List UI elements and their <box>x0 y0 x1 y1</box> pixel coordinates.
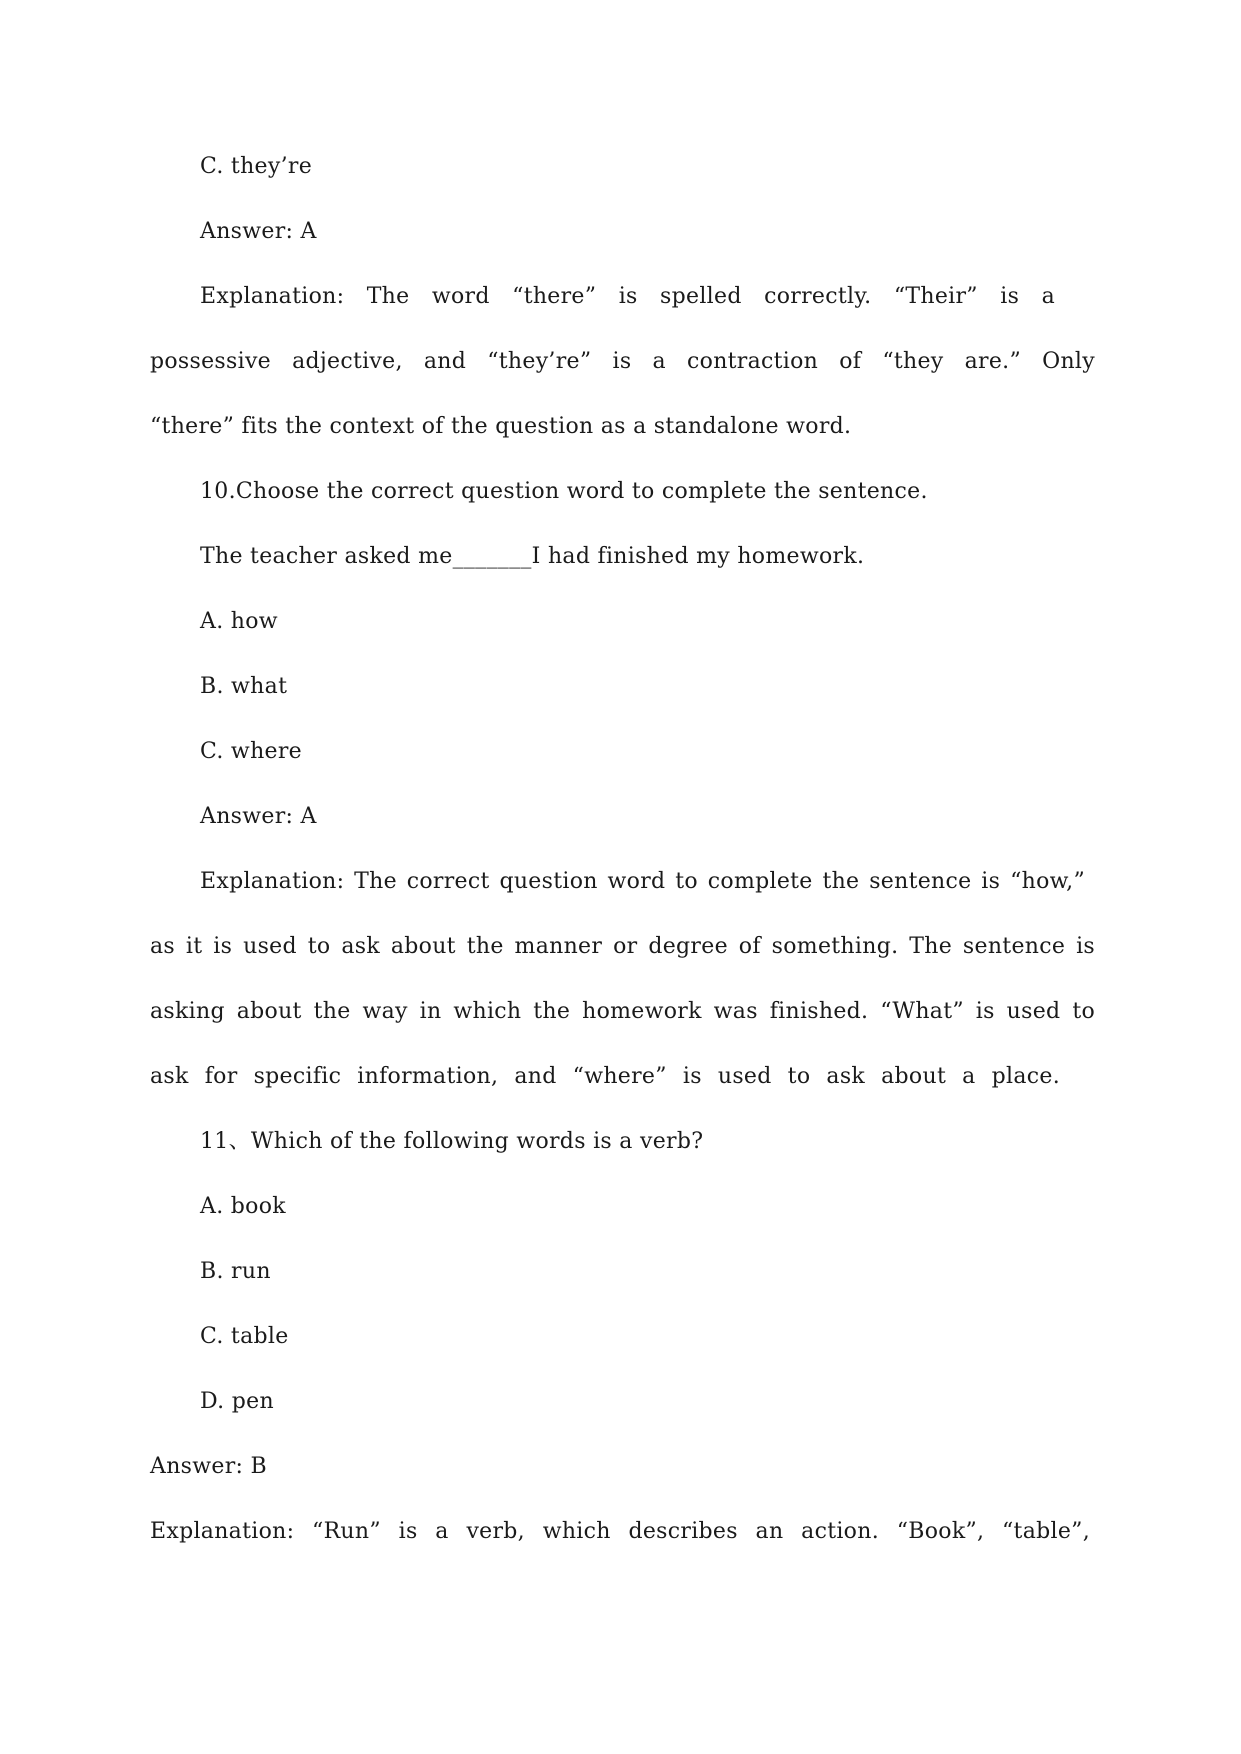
q11-option-c: C. table <box>200 1324 289 1349</box>
q11-option-d: D. pen <box>200 1389 274 1414</box>
q10-option-c: C. where <box>200 739 302 764</box>
q11-option-a: A. book <box>200 1194 286 1219</box>
q9-answer: Answer: A <box>200 219 317 244</box>
q10-question: 10.Choose the correct question word to complete the sentence. <box>200 479 928 504</box>
q10-option-b: B. what <box>200 674 288 699</box>
q11-question: 11、Which of the following words is a verb? <box>200 1129 704 1154</box>
q11-explanation-line-1: Explanation: “Run” is a verb, which describes an action. “Book”, “table”, <box>150 1519 1090 1544</box>
q10-sentence: The teacher asked me_______I had finished my homework. <box>200 544 865 569</box>
q10-explanation-line-1: Explanation: The correct question word to complete the sentence is “how,” <box>200 869 1085 894</box>
q10-option-a: A. how <box>200 609 278 634</box>
q10-explanation-line-3: asking about the way in which the homework was finished. “What” is used to <box>150 999 1095 1024</box>
q10-answer: Answer: A <box>200 804 317 829</box>
q11-option-b: B. run <box>200 1259 271 1284</box>
q10-explanation-line-4: ask for specific information, and “where” is used to ask about a place. <box>150 1064 1060 1089</box>
q11-answer: Answer: B <box>150 1454 267 1479</box>
q9-option-c: C. they’re <box>200 154 313 179</box>
q9-explanation-line-1: Explanation: The word “there” is spelled correctly. “Their” is a <box>200 284 1055 309</box>
q9-explanation-line-3: “there” fits the context of the question as a standalone word. <box>150 414 852 439</box>
q9-explanation-line-2: possessive adjective, and “they’re” is a contraction of “they are.” Only <box>150 349 1095 374</box>
q10-explanation-line-2: as it is used to ask about the manner or degree of something. The sentence is <box>150 934 1095 959</box>
